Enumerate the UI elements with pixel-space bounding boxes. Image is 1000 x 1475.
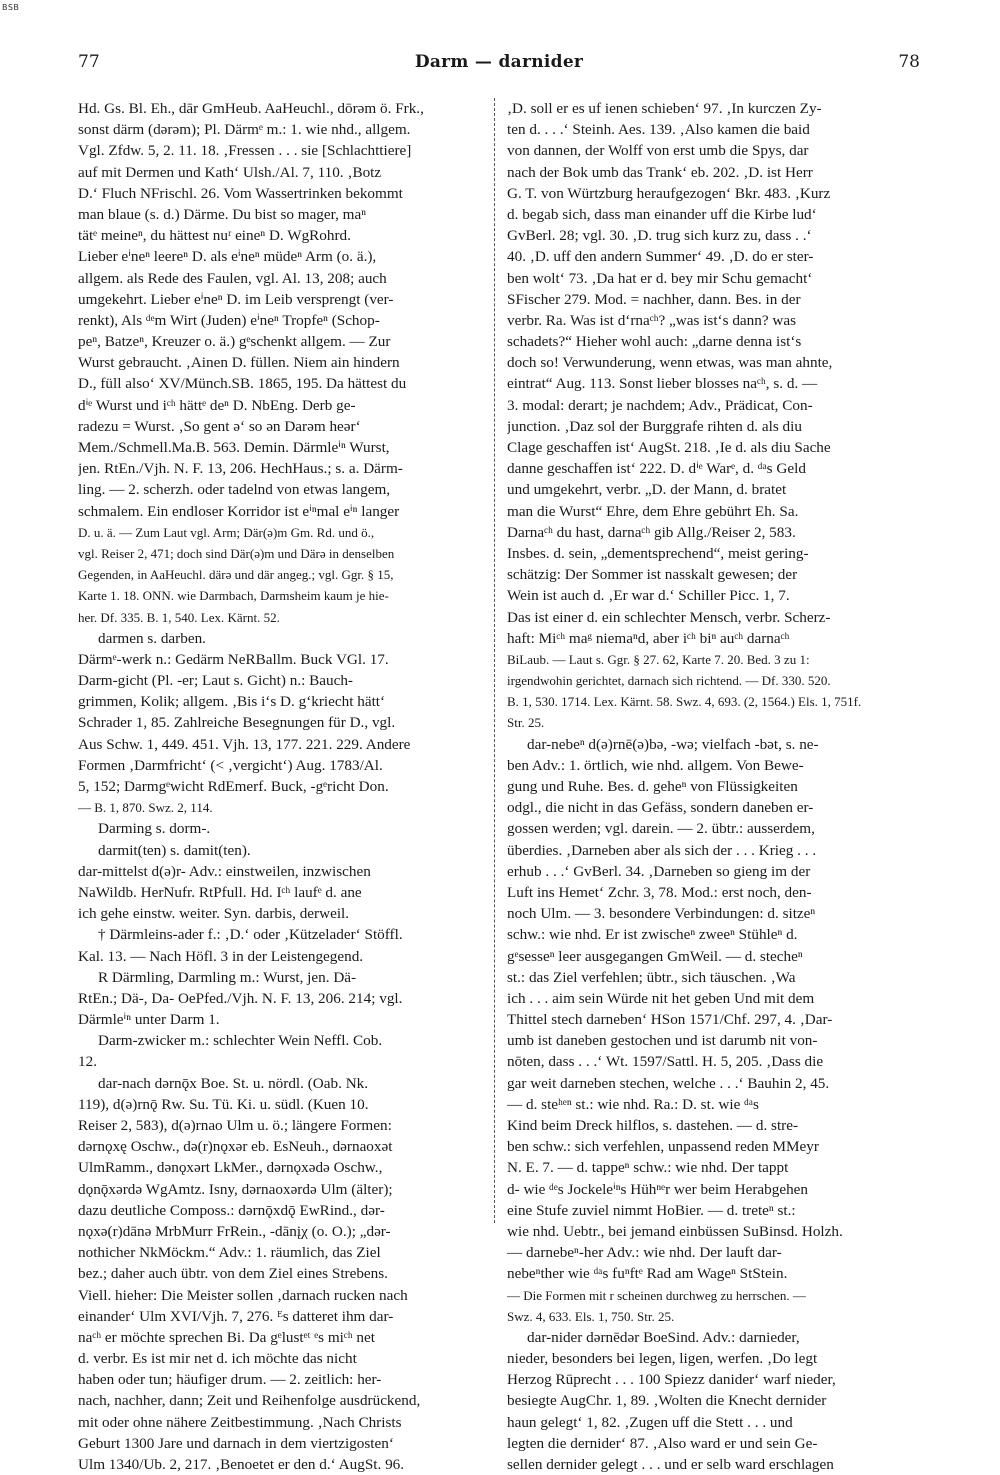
text-line: noch Ulm. — 3. besondere Verbindungen: d. sitzeⁿ <box>507 905 816 923</box>
text-line: Gegenden, in AaHeuchl. därə und där angeg.; vgl. Ggr. § 15, <box>78 567 394 583</box>
text-line: Mem./Schmell.Ma.B. 563. Demin. Därmleⁱⁿ Wurst, <box>78 439 390 456</box>
text-line: dǫnǭxərdə WgAmtz. Isny, dərnaoxərdə Ulm (älter); <box>78 1180 393 1198</box>
text-line: Darm-zwicker m.: schlechter Wein Neffl. Cob. <box>98 1032 383 1050</box>
text-line: Lieber eⁱneⁿ leereⁿ D. als eⁱneⁿ müdeⁿ Arm (o. ä.), <box>78 248 377 266</box>
text-line: ben Adv.: 1. örtlich, wie nhd. allgem. Von Bewe- <box>507 756 804 774</box>
text-line: her. Df. 335. B. 1, 540. Lex. Kärnt. 52. <box>78 609 280 625</box>
text-line: tätᵉ meineⁿ, du hättest nuʳ eineⁿ D. WgRohrd. <box>78 227 351 245</box>
text-line: Schrader 1, 85. Zahlreiche Besegnungen für D., vgl. <box>78 714 396 732</box>
text-line: nebeⁿther wie ᵈᵃs fuⁿftᵉ Rad am Wageⁿ StStein. <box>507 1265 788 1283</box>
text-line: B. 1, 530. 1714. Lex. Kärnt. 58. Swz. 4, 693. (2, 1564.) Els. 1, 751f. <box>507 694 862 710</box>
text-line: 3. modal: derart; je nachdem; Adv., Prädicat, Con- <box>507 396 813 414</box>
text-line: Reiser 2, 583), d(ə)rnao Ulm u. ö.; längere Formen: <box>78 1117 392 1134</box>
text-line: irgendwohin gerichtet, darnach sich richtend. — Df. 330. 520. <box>507 673 831 689</box>
text-line: Insbes. d. sein, „dementsprechend“, meist gering- <box>507 544 809 562</box>
text-line: haben oder tun; häufiger drum. — 2. zeitlich: her- <box>78 1371 382 1389</box>
text-line: danne geschaffen ist‘ 222. D. dⁱᵉ Warᵉ, d. ᵈᵃs Geld <box>507 460 806 478</box>
left-column <box>78 98 506 1475</box>
library-stamp: BSB <box>2 3 20 12</box>
text-line: Darnaᶜʰ du hast, darnaᶜʰ gib Allg./Reiser 2, 583. <box>507 523 796 541</box>
text-line: d- wie ᵈᵉs Jockeleⁱⁿs Hühⁿᵉr wer beim Herabgehen <box>507 1180 809 1198</box>
text-line: ten d. . . .‘ Steinh. Aes. 139. ‚Also kamen die baid <box>507 121 810 139</box>
text-line: 40. ‚D. uff den andern Summer‘ 49. ‚D. do er ster- <box>507 248 814 266</box>
text-line: gar weit darneben stechen, welche . . .‘ Bauhin 2, 45. <box>507 1074 830 1092</box>
text-line: ben wolt‘ 73. ‚Da hat er d. bey mir Schu gemacht‘ <box>507 269 813 287</box>
text-line: gossen werden; vgl. darein. — 2. übtr.: ausserdem, <box>507 820 815 838</box>
text-line: ling. — 2. scherzh. oder tadelnd von etwas langem, <box>78 481 391 499</box>
text-line: odgl., die nicht in das Gefäss, sondern daneben er- <box>507 799 814 817</box>
text-line: dar-mittelst d(ə)r- Adv.: einstweilen, inzwischen <box>78 862 371 880</box>
text-line: ‚D. soll er es uf ienen schieben‘ 97. ‚In kurczen Zy- <box>507 100 822 117</box>
text-line: D. u. ä. — Zum Laut vgl. Arm; Där(ə)m Gm. Rd. und ö., <box>78 524 375 540</box>
text-line: ich . . . aim sein Würde nit het geben Und mit dem <box>507 989 815 1007</box>
text-line: st.: das Ziel verfehlen; übtr., sich täuschen. ‚Wa <box>507 968 796 986</box>
text-line: nǫxə(r)dānə MrbMurr FrRein., -dānįχ (o. O.); „dər- <box>78 1222 391 1240</box>
text-line: darmit(ten) s. damit(ten). <box>98 841 251 859</box>
page-number-left: 77 <box>78 52 100 72</box>
text-line: schadets?“ Hieher wohl auch: „darne denna ist‘s <box>507 333 802 351</box>
text-line: bez.; daher auch übtr. von dem Ziel eines Strebens. <box>78 1265 388 1283</box>
text-line: Swz. 4, 633. Els. 1, 750. Str. 25. <box>507 1308 675 1324</box>
text-line: Darming s. dorm-. <box>98 820 211 838</box>
text-line: Kal. 13. — Nach Höfl. 3 in der Leistengegend. <box>78 947 364 965</box>
text-line: Karte 1. 18. ONN. wie Darmbach, Darmsheim kaum je hie- <box>78 588 389 604</box>
text-line: erhub . . .‘ GvBerl. 34. ‚Darneben so gieng im der <box>507 862 811 880</box>
text-line: nach, nachher, dann; Zeit und Reihenfolge ausdrückend, <box>78 1392 421 1410</box>
text-line: nieder, besonders bei legen, ligen, werfen. ‚Do legt <box>507 1350 818 1368</box>
text-line: Wein ist auch d. ‚Er war d.‘ Schiller Picc. 1, 7. <box>507 587 790 605</box>
text-line: Herzog Rūprecht . . . 100 Spiezz danider‘ warf nieder, <box>507 1371 836 1389</box>
text-line: haun gelegt‘ 1, 82. ‚Zugen uff die Stett . . . und <box>507 1413 793 1431</box>
text-line: Clage geschaffen ist‘ AugSt. 218. ‚Ie d. als diu Sache <box>507 439 831 456</box>
text-line: auf mit Dermen und Kath‘ Ulsh./Al. 7, 110. ‚Botz <box>78 163 382 181</box>
text-line: renkt), Als ᵈᵉm Wirt (Juden) eⁱneⁿ Tropfeⁿ (Schop- <box>78 311 380 329</box>
text-line: grimmen, Kolik; allgem. ‚Bis i‘s D. g‘kriecht hätt‘ <box>78 693 386 711</box>
text-line: gᵉsesseⁿ leer ausgegangen GmWeil. — d. stecheⁿ <box>507 947 803 965</box>
text-line: haft: Miᶜʰ maᵍ niemaⁿd, aber iᶜʰ biⁿ auᶜʰ darnaᶜʰ <box>507 629 790 647</box>
text-line: Luft ins Hemet‘ Zchr. 3, 78. Mod.: erst noch, den- <box>507 883 812 901</box>
text-line: BiLaub. — Laut s. Ggr. § 27. 62, Karte 7. 20. Bed. 3 zu 1: <box>507 651 810 667</box>
text-line: dar-nach dərnǭx Boe. St. u. nördl. (Oab. Nk. <box>98 1074 369 1092</box>
text-line: 12. <box>78 1053 97 1071</box>
text-line: vgl. Reiser 2, 471; doch sind Där(ə)m und Därə in denselben <box>78 545 395 561</box>
text-line: nōten, dass . . .‘ Wt. 1597/Sattl. H. 5, 205. ‚Dass die <box>507 1053 824 1071</box>
text-line: d. verbr. Es ist mir net d. ich möchte das nicht <box>78 1350 357 1368</box>
text-line: sonst därm (dərəm); Pl. Därmᵉ m.: 1. wie nhd., allgem. <box>78 121 411 139</box>
text-line: doch so! Verwunderung, wenn etwas, was man ahnte, <box>507 354 833 372</box>
text-line: Därmleⁱⁿ unter Darm 1. <box>78 1011 220 1029</box>
text-line: — B. 1, 870. Swz. 2, 114. <box>78 800 213 816</box>
text-line: umb ist daneben gestochen und ist darumb nit von- <box>507 1032 818 1050</box>
text-line: D.‘ Fluch NFrischl. 26. Vom Wassertrinken bekommt <box>78 184 403 202</box>
text-line: allgem. als Rede des Faulen, vgl. Al. 13, 208; auch <box>78 269 387 287</box>
text-line: eine Stufe zuviel nimmt HoBier. — d. treteⁿ st.: <box>507 1201 796 1219</box>
text-line: man blaue (s. d.) Därme. Du bist so mager, maⁿ <box>78 205 367 223</box>
text-line: junction. ‚Daz sol der Burggrafe rihten d. als diu <box>507 417 802 435</box>
text-line: peⁿ, Batzeⁿ, Kreuzer o. ä.) gᵉschenkt allgem. — Zur <box>78 333 391 351</box>
text-line: SFischer 279. Mod. = nachher, dann. Bes. in der <box>507 290 801 308</box>
text-line: legten die dernider‘ 87. ‚Also ward er und sein Ge- <box>507 1434 818 1452</box>
text-line: d. begab sich, dass man einander uff die Kirbe lud‘ <box>507 205 817 223</box>
text-line: Darm-gicht (Pl. -er; Laut s. Gicht) n.: Bauch- <box>78 672 353 690</box>
text-line: — Die Formen mit r scheinen durchweg zu herrschen. — <box>507 1287 806 1303</box>
text-line: umgekehrt. Lieber eⁱneⁿ D. im Leib versprengt (ver- <box>78 290 394 308</box>
text-line: nach der Bok umb das Trank‘ eb. 202. ‚D. ist Herr <box>507 163 813 181</box>
text-line: dazu deutliche Composs.: dərnǭxdǭ EwRind., dər- <box>78 1201 385 1219</box>
text-line: dⁱᵉ Wurst und iᶜʰ hättᵉ deⁿ D. NbEng. Derb ge- <box>78 396 356 414</box>
right-column <box>507 98 921 1475</box>
text-line: UlmRamm., dənǫxərt LkMer., dərnǫxədə Oschw., <box>78 1159 383 1177</box>
text-line: R Därmling, Darmling m.: Wurst, jen. Dä- <box>98 968 357 986</box>
text-line: überdies. ‚Darneben aber als sich der . . . Krieg . . . <box>507 841 817 859</box>
text-line: 5, 152; Darmgᵉwicht RdEmerf. Buck, -gᵉricht Don. <box>78 778 389 795</box>
text-line: naᶜʰ er möchte sprechen Bi. Da gᵉlustᵉᵗ ᵉs miᶜʰ net <box>78 1328 375 1346</box>
text-line: eintrat“ Aug. 113. Sonst lieber blosses naᶜʰ, s. d. — <box>507 375 818 393</box>
text-line: Das ist einer d. ein schlechter Mensch, verbr. Scherz- <box>507 608 831 626</box>
text-line: verbr. Ra. Was ist d‘rnaᶜʰ? „was ist‘s dann? was <box>507 311 796 329</box>
text-line: Hd. Gs. Bl. Eh., dār GmHeub. AaHeuchl., dōrəm ö. Frk., <box>78 100 424 117</box>
text-line: Därmᵉ-werk n.: Gedärm NeRBallm. Buck VGl. 17. <box>78 650 389 668</box>
text-line: einander‘ Ulm XVI/Vjh. 7, 276. ᴱs datteret ihm dar- <box>78 1307 394 1325</box>
page-number-right: 78 <box>898 52 920 72</box>
text-line: G. T. von Würtzburg heraufgezogen‘ Bkr. 483. ‚Kurz <box>507 184 831 202</box>
text-line: NaWildb. HerNufr. RtPfull. Hd. Iᶜʰ laufᵉ d. ane <box>78 883 362 901</box>
text-line: RtEn.; Dä-, Da- OePfed./Vjh. N. F. 13, 206. 214; vgl. <box>78 989 403 1007</box>
text-line: man die Wurst“ Ehre, dem Ehre gebührt Eh. Sa. <box>507 502 799 520</box>
text-line: Viell. hieher: Die Meister sollen ‚darnach rucken nach <box>78 1286 408 1304</box>
text-line: dərnǫxę Oschw., də(r)nǫxər eb. EsNeuh., dərnaoxət <box>78 1138 393 1156</box>
running-title: Darm — darnider <box>414 52 584 72</box>
text-line: GvBerl. 28; vgl. 30. ‚D. trug sich kurz zu, dass . .‘ <box>507 227 812 245</box>
text-line: und umgekehrt, verbr. „D. der Mann, d. bratet <box>507 481 787 499</box>
text-line: † Därmleins-ader f.: ‚D.‘ oder ‚Kützelader‘ Stöffl. <box>98 926 403 944</box>
page-header <box>78 52 920 76</box>
text-line: von dannen, der Wolff von erst umb die Spys, dar <box>507 142 809 160</box>
text-line: ich gehe einstw. weiter. Syn. darbis, derweil. <box>78 905 350 923</box>
text-line: darmen s. darben. <box>98 629 206 647</box>
text-line: dar-nider dərnēdər BoeSind. Adv.: darnieder, <box>527 1328 800 1346</box>
text-line: Aus Schw. 1, 449. 451. Vjh. 13, 177. 221. 229. Andere <box>78 735 411 753</box>
text-line: radezu = Wurst. ‚So gent ə‘ so ən Darəm heər‘ <box>78 417 361 435</box>
text-line: wie nhd. Uebtr., bei jemand einbüssen SuBinsd. Holzh. <box>507 1222 843 1240</box>
text-line: gung und Ruhe. Bes. d. geheⁿ von Flüssigkeiten <box>507 778 798 795</box>
text-line: — darnebeⁿ-her Adv.: wie nhd. Der lauft dar- <box>507 1244 782 1262</box>
text-line: schw.: wie nhd. Er ist zwischeⁿ zweeⁿ Stühleⁿ d. <box>507 926 798 944</box>
text-line: dar-nebeⁿ d(ə)rnē(ə)bə, -wə; vielfach -bət, s. ne- <box>527 735 819 753</box>
text-line: Wurst gebraucht. ‚Ainen D. füllen. Niem ain hindern <box>78 354 400 372</box>
text-line: Formen ‚Darmfricht‘ (< ‚vergicht‘) Aug. 1783/Al. <box>78 756 383 774</box>
text-line: Str. 25. <box>507 715 545 731</box>
column-divider <box>494 98 495 1223</box>
text-line: sellen dernider gelegt . . . und er selb ward erschlagen <box>507 1456 834 1473</box>
text-line: 119), d(ə)rnǭ Rw. Su. Tü. Ki. u. südl. (Kuen 10. <box>78 1095 369 1113</box>
text-line: schätzig: Der Sommer ist nasskalt gewesen; der <box>507 566 798 584</box>
text-line: schmalem. Ein endloser Korridor ist eⁱⁿmal eⁱⁿ langer <box>78 502 400 520</box>
text-line: besiegte AugChr. 1, 89. ‚Wolten die Knecht dernider <box>507 1392 827 1410</box>
text-line: ben schw.: sich verfehlen, unpassend reden MMeyr <box>507 1138 819 1156</box>
text-line: nothicher NkMöckm.“ Adv.: 1. räumlich, das Ziel <box>78 1244 381 1262</box>
text-line: D., füll also‘ XV/Münch.SB. 1865, 195. Da hättest du <box>78 375 407 393</box>
text-line: Kind beim Dreck hilflos, s. dastehen. — d. stre- <box>507 1117 799 1134</box>
text-line: N. E. 7. — d. tappeⁿ schw.: wie nhd. Der tappt <box>507 1159 789 1177</box>
text-line: Thittel stech darneben‘ HSon 1571/Chf. 297, 4. ‚Dar- <box>507 1011 833 1029</box>
text-line: mit oder ohne nähere Zeitbestimmung. ‚Nach Christs <box>78 1413 402 1431</box>
text-line: jen. RtEn./Vjh. N. F. 13, 206. HechHaus.; s. a. Därm- <box>78 460 403 478</box>
text-line: Ulm 1340/Ub. 2, 217. ‚Benoetet er den d.‘ AugSt. 96. <box>78 1456 405 1473</box>
text-line: — d. steʰᵉⁿ st.: wie nhd. Ra.: D. st. wie ᵈᵃs <box>507 1095 759 1113</box>
text-line: Vgl. Zfdw. 5, 2. 11. 18. ‚Fressen . . . sie [Schlachttiere] <box>78 142 412 160</box>
text-line: Geburt 1300 Jare und darnach in dem viertzigosten‘ <box>78 1434 394 1452</box>
